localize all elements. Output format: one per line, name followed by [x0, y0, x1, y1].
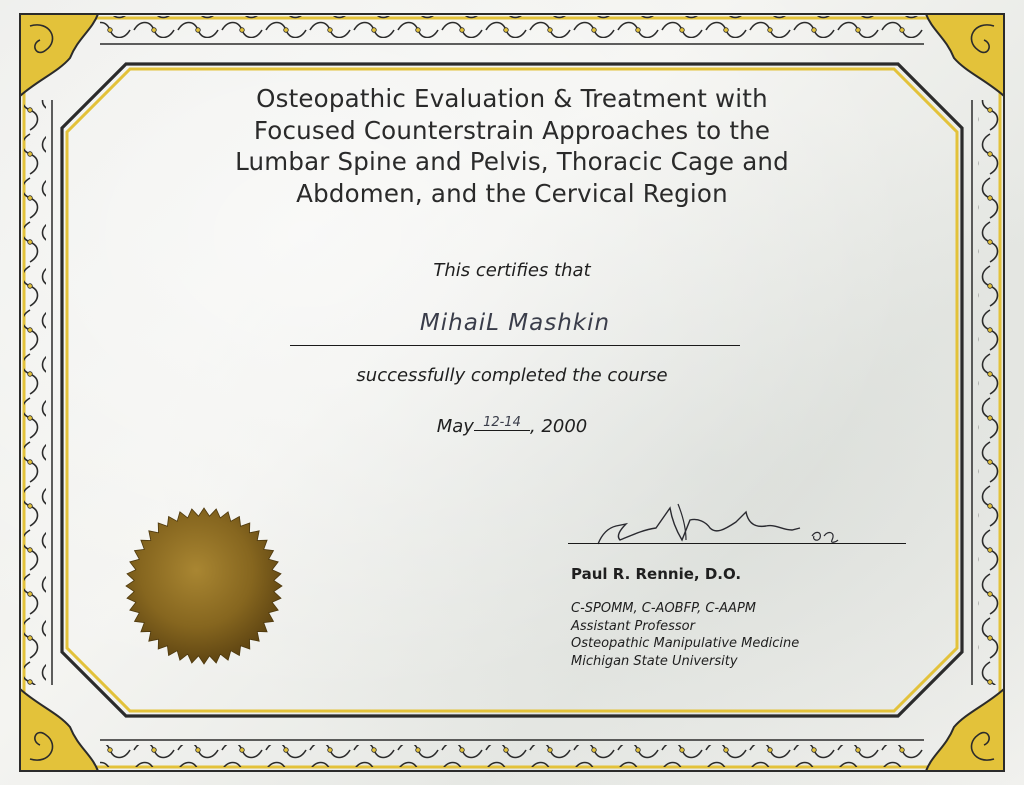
signer-credentials: [571, 600, 799, 670]
credential-line: C-SPOMM, C-AOBFP, C-AAPM: [571, 601, 757, 616]
date-month: May: [436, 416, 474, 437]
course-title-line: Osteopathic Evaluation & Treatment with: [256, 84, 768, 113]
recipient-underline: [290, 345, 740, 346]
completion-text: successfully completed the course: [356, 365, 668, 386]
credential-line: Michigan State University: [571, 653, 738, 669]
course-title: [150, 83, 874, 209]
certifies-text: This certifies that: [433, 260, 591, 281]
credential-line: Assistant Professor: [571, 618, 695, 634]
credential-line: Osteopathic Manipulative Medicine: [571, 636, 800, 651]
date-year: , 2000: [529, 416, 588, 437]
date-days: 12-14: [474, 415, 530, 431]
signature-line: [568, 543, 906, 544]
course-title-line: Lumbar Spine and Pelvis, Thoracic Cage and: [235, 147, 789, 176]
course-title-line: Focused Counterstrain Approaches to the: [253, 115, 771, 145]
completion-date: [312, 415, 712, 437]
gold-seal-icon: [124, 506, 284, 666]
signer-name: Paul R. Rennie, D.O.: [571, 565, 742, 583]
course-title-line: Abdomen, and the Cervical Region: [296, 178, 728, 208]
recipient-name: MihaiL Mashkin: [419, 310, 611, 336]
